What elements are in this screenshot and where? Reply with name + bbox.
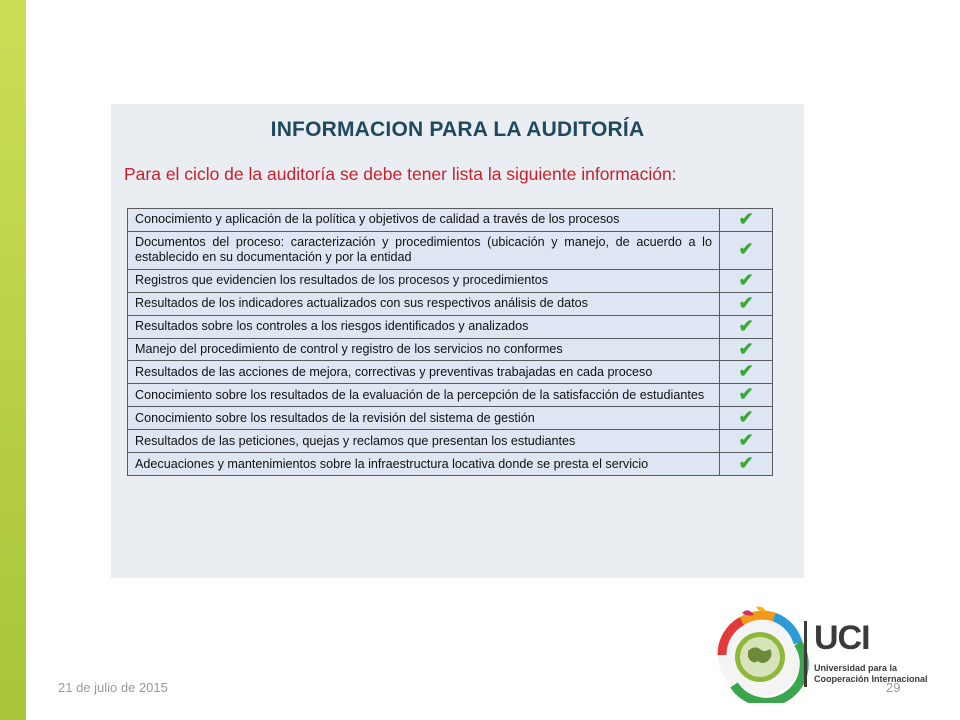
logo-wordmark: UCI <box>814 619 870 657</box>
logo-subtitle-line2: Cooperación Internacional <box>814 674 928 684</box>
checkmark-icon: ✔ <box>720 407 773 430</box>
checklist-item-text: Resultados de los indicadores actualizados con sus respectivos análisis de datos <box>128 292 720 315</box>
checklist-item-text: Resultados sobre los controles a los riesgos identificados y analizados <box>128 315 720 338</box>
checkmark-icon: ✔ <box>720 430 773 453</box>
checkmark-icon: ✔ <box>720 315 773 338</box>
checklist-row <box>128 315 773 338</box>
globe-emblem-icon <box>712 603 812 703</box>
checklist-row <box>128 338 773 361</box>
logo-divider <box>804 621 807 687</box>
footer-date: 21 de julio de 2015 <box>58 680 168 695</box>
checklist-item-text: Resultados de las acciones de mejora, correctivas y preventivas trabajadas en cada proceso <box>128 361 720 384</box>
checklist-item-text: Conocimiento y aplicación de la política y objetivos de calidad a través de los procesos <box>128 209 720 232</box>
image-subtitle: Para el ciclo de la auditoría se debe tener lista la siguiente información: <box>124 164 677 184</box>
checklist-item-text: Adecuaciones y mantenimientos sobre la infraestructura locativa donde se presta el servicio <box>128 453 720 476</box>
accent-bar <box>0 0 26 720</box>
checklist-item-text: Resultados de las peticiones, quejas y reclamos que presentan los estudiantes <box>128 430 720 453</box>
checklist-item-text: Conocimiento sobre los resultados de la revisión del sistema de gestión <box>128 407 720 430</box>
checklist-item-text: Documentos del proceso: caracterización y procedimientos (ubicación y manejo, de acuerdo a lo establecido en su documentación y por la entidad <box>128 231 720 269</box>
checklist-item-text: Manejo del procedimiento de control y registro de los servicios no conformes <box>128 338 720 361</box>
checklist-row <box>128 453 773 476</box>
checklist-row <box>128 269 773 292</box>
checkmark-icon: ✔ <box>720 209 773 232</box>
audit-info-image <box>111 104 804 578</box>
uci-logo <box>712 603 934 703</box>
checklist-row <box>128 361 773 384</box>
image-title: INFORMACION PARA LA AUDITORÍA <box>270 118 645 141</box>
checklist-row <box>128 292 773 315</box>
checklist-row <box>128 384 773 407</box>
logo-subtitle <box>814 663 928 685</box>
checkmark-icon: ✔ <box>720 231 773 269</box>
checklist-row <box>128 407 773 430</box>
page-number: 29 <box>886 680 901 695</box>
logo-subtitle-line1: Universidad para la <box>814 663 898 673</box>
checklist-row <box>128 231 773 269</box>
checklist-item-text: Registros que evidencien los resultados de los procesos y procedimientos <box>128 269 720 292</box>
checklist-item-text: Conocimiento sobre los resultados de la evaluación de la percepción de la satisfacción de estudiantes <box>128 384 720 407</box>
checklist-row <box>128 209 773 232</box>
checkmark-icon: ✔ <box>720 292 773 315</box>
checkmark-icon: ✔ <box>720 361 773 384</box>
checklist-row <box>128 430 773 453</box>
checkmark-icon: ✔ <box>720 269 773 292</box>
checkmark-icon: ✔ <box>720 453 773 476</box>
checklist-body <box>128 209 773 476</box>
checklist-table <box>127 208 773 476</box>
checkmark-icon: ✔ <box>720 384 773 407</box>
checkmark-icon: ✔ <box>720 338 773 361</box>
